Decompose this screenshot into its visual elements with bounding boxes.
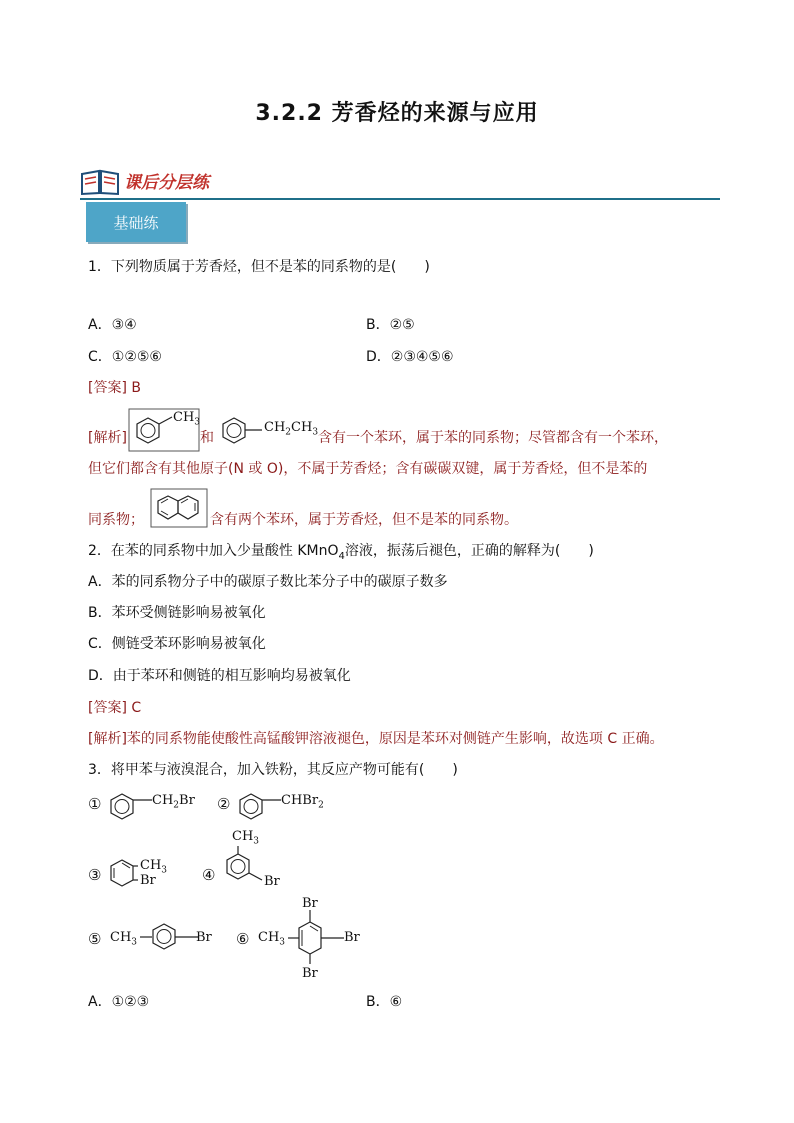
s1-sub: 2 — [173, 800, 180, 811]
s4-br: Br — [264, 874, 280, 889]
s5-ch: CH — [110, 930, 132, 945]
section-label: 课后分层练 — [124, 173, 209, 193]
book-icon — [80, 168, 120, 196]
q2-option-b: B．苯环受侧链影响易被氧化 — [88, 605, 266, 621]
q2-answer: [答案] C — [88, 700, 142, 716]
q1-option-c: C．①②⑤⑥ — [88, 349, 162, 365]
s6-ch: CH — [258, 930, 280, 945]
q1-option-b: B．②⑤ — [366, 317, 415, 333]
basic-practice-tab: 基础练 — [86, 202, 186, 242]
q1-analysis-line3b: 含有两个苯环，属于芳香烃，但不是苯的同系物。 — [210, 512, 518, 528]
toluene-ch-text: CH — [173, 410, 195, 425]
q3-label-3: ③ — [88, 866, 102, 884]
q1-option-a: A．③④ — [88, 317, 137, 333]
ethyl-ch-text-2: CH — [291, 420, 313, 435]
ethyl-sub-2: 2 — [285, 427, 292, 438]
s4-sub: 3 — [253, 836, 260, 847]
q1-answer: [答案] B — [88, 380, 141, 396]
q3-label-4: ④ — [202, 866, 216, 884]
q3-label-2: ② — [217, 795, 231, 813]
q3-option-a: A．①②③ — [88, 994, 150, 1010]
s2-group: CHBr — [281, 793, 319, 808]
s2-sub: 2 — [318, 800, 324, 811]
q1-and: 和 — [200, 430, 214, 446]
s1-tail: Br — [179, 793, 195, 808]
s5-sub: 3 — [131, 937, 138, 948]
q3-stem: 3．将甲苯与液溴混合，加入铁粉，其反应产物可能有( ) — [88, 762, 458, 778]
q2-stem — [88, 541, 594, 567]
q3-label-1: ① — [88, 795, 102, 813]
section-header — [80, 164, 720, 200]
toluene-sub: 3 — [194, 417, 201, 428]
q2-stem-tail: 溶液，振荡后褪色，正确的解释为( ) — [344, 543, 594, 559]
q2-analysis: [解析]苯的同系物能使酸性高锰酸钾溶液褪色，原因是苯环对侧链产生影响，故选项 C 正确。 — [88, 731, 664, 747]
section-divider — [80, 198, 720, 200]
q2-option-a: A．苯的同系物分子中的碳原子数比苯分子中的碳原子数多 — [88, 574, 448, 590]
s6-br-top: Br — [302, 896, 318, 911]
s6-sub: 3 — [279, 937, 286, 948]
ethyl-sub-3: 3 — [312, 427, 319, 438]
q1-option-d: D．②③④⑤⑥ — [366, 349, 454, 365]
q3-option-b: B．⑥ — [366, 994, 403, 1010]
structure-1-ring — [104, 788, 154, 828]
q1-analysis-prefix: [解析] — [88, 430, 127, 446]
q1-analysis-line3a: 同系物； — [88, 512, 144, 528]
ethyl-ch-text: CH — [264, 420, 286, 435]
q3-label-5: ⑤ — [88, 930, 102, 948]
structure-6-ring — [286, 910, 348, 966]
s3-ch: CH — [140, 858, 162, 873]
q2-option-c: C．侧链受苯环影响易被氧化 — [88, 636, 266, 652]
page-title: 3.2.2 芳香烃的来源与应用 — [255, 101, 539, 126]
s3-br: Br — [140, 873, 156, 888]
s4-ch: CH — [232, 829, 254, 844]
ethylbenzene-ring — [216, 410, 264, 452]
naphthalene-structure — [150, 488, 208, 528]
s6-br-right: Br — [344, 930, 360, 945]
s5-br: Br — [196, 930, 212, 945]
structure-5-ring — [140, 918, 202, 958]
q1-stem: 1．下列物质属于芳香烃，但不是苯的同系物的是( ) — [88, 259, 430, 275]
s1-group: CH — [152, 793, 174, 808]
q2-stem-main: 2．在苯的同系物中加入少量酸性 KMnO — [88, 543, 339, 559]
q3-label-6: ⑥ — [236, 930, 250, 948]
q2-stem-sub: 4 — [338, 550, 345, 562]
q1-analysis-line2: 但它们都含有其他原子(N 或 O)，不属于芳香烃；含有碳碳双键，属于芳香烃，但不是苯的 — [88, 461, 648, 477]
structure-4-ring — [220, 846, 266, 892]
q2-option-d: D．由于苯环和侧链的相互影响均易被氧化 — [88, 668, 351, 684]
s6-br-bottom: Br — [302, 966, 318, 981]
q1-analysis-line1: 含有一个苯环，属于苯的同系物；尽管都含有一个苯环， — [318, 430, 668, 446]
s3-sub: 3 — [161, 865, 168, 876]
structure-2-ring — [233, 788, 283, 828]
